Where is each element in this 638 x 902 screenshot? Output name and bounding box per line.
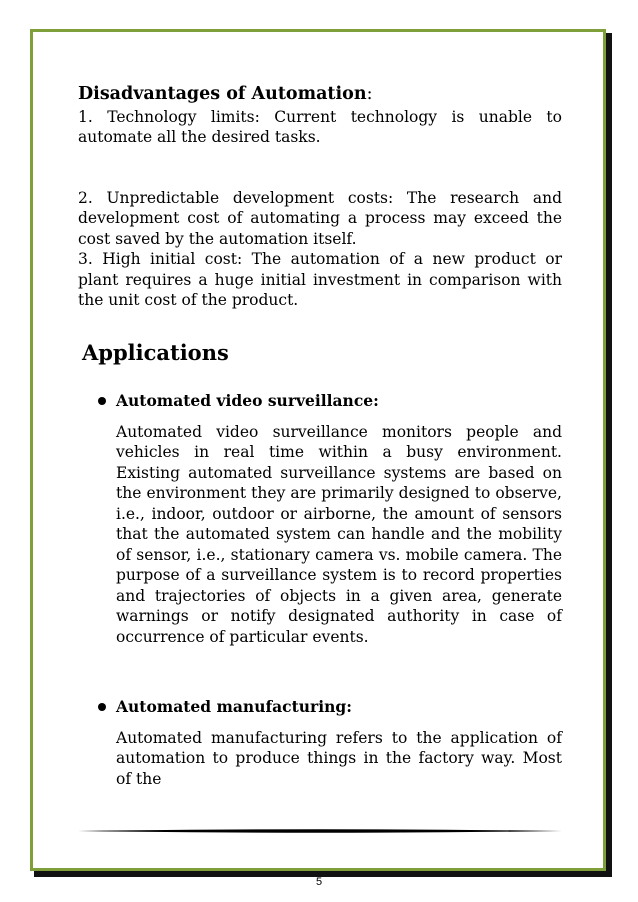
bullet-video-surveillance — [98, 391, 562, 412]
bullet-icon — [98, 397, 106, 405]
bullet-heading: Automated manufacturing: — [116, 697, 352, 716]
section-title-applications: Applications — [82, 339, 229, 365]
footer-divider — [78, 829, 562, 833]
list-item-initial-cost: 3. High initial cost: The automation of a new product or plant requires a huge initial investment in comparison with the unit cost of the product. — [78, 250, 562, 309]
bullet-manufacturing — [98, 697, 562, 718]
bullet-body-manufacturing: Automated manufacturing refers to the application of automation to produce things in the factory way. Most of the — [116, 728, 562, 788]
list-item-technology-limits: 1. Technology limits: Current technology is unable to automate all the desired tasks. — [78, 107, 562, 146]
bullet-body-video-surveillance: Automated video surveillance monitors people and vehicles in real time within a busy environment. Existing automated surveillance systems are based on the environment they are primarily designed to observe, i.e., indoor, outdoor or airborne, the amount of sensors that the automated system can handle and the mobility of sensor, i.e., stationary camera vs. mobile camera. The purpose of a surveillance system is to record properties and trajectories of objects in a given area, generate warnings or notify designated authority in case of occurrence of particular events. — [116, 422, 562, 646]
page-number: 5 — [315, 876, 323, 888]
bullet-heading: Automated video surveillance: — [116, 391, 379, 410]
list-item-development-costs: 2. Unpredictable development costs: The research and development cost of automating a process may exceed the cost saved by the automation itself. — [78, 188, 562, 248]
section-title-disadvantages: Disadvantages of Automation: — [78, 84, 373, 104]
page-content — [78, 84, 562, 789]
bullet-icon — [98, 703, 106, 711]
